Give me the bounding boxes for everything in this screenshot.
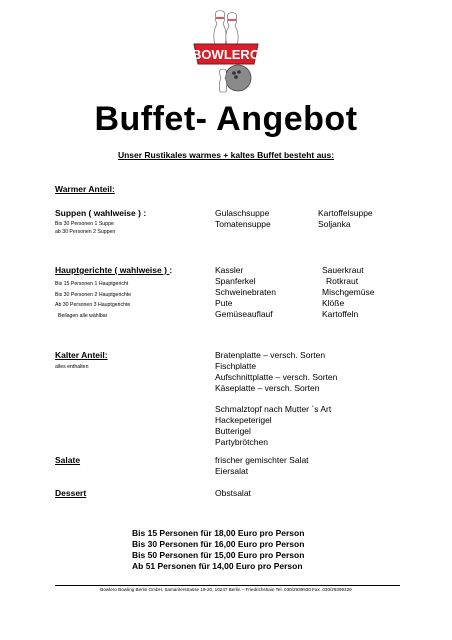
price-line: Bis 30 Personen für 16,00 Euro pro Person xyxy=(132,539,305,549)
suppe-item: Soljanka xyxy=(318,219,351,229)
kalter-item: Bratenplatte – versch. Sorten xyxy=(215,350,326,360)
kalter-item: Hackepeterigel xyxy=(215,415,272,425)
bowlero-logo-graphic xyxy=(190,8,262,96)
kalter-item: Butterigel xyxy=(215,426,251,436)
dessert-item: Obstsalat xyxy=(215,488,251,498)
haupt-item: Rotkraut xyxy=(326,276,359,286)
suppen-label: Suppen ( wahlweise ) : xyxy=(55,208,147,218)
salat-item: frischer gemischter Salat xyxy=(215,455,309,465)
suppe-item: Gulaschsuppe xyxy=(215,208,270,218)
haupt-item: Klöße xyxy=(322,298,345,308)
kalter-item: Aufschnittplatte – versch. Sorten xyxy=(215,372,338,382)
price-line: Bis 50 Personen für 15,00 Euro pro Person xyxy=(132,550,305,560)
haupt-note-3: Ab 30 Personen 3 Hauptgerichte xyxy=(55,302,131,308)
page-title: Buffet- Angebot xyxy=(94,100,358,138)
suppe-item: Kartoffelsuppe xyxy=(318,208,373,218)
haupt-item: Kartoffeln xyxy=(322,309,359,319)
kalter-item: Schmalztopf nach Mutter `s Art xyxy=(215,404,332,414)
hauptgerichte-label: Hauptgerichte ( wahlweise ) xyxy=(55,265,170,275)
suppe-item: Tomatensuppe xyxy=(215,219,271,229)
salate-heading: Salate xyxy=(55,455,81,465)
price-line: Ab 51 Personen für 14,00 Euro pro Person xyxy=(132,561,303,571)
price-line: Bis 15 Personen für 18,00 Euro pro Person xyxy=(132,528,305,538)
haupt-item: Sauerkraut xyxy=(322,265,364,275)
hauptgerichte-label-wrap xyxy=(55,265,172,275)
footer-divider xyxy=(55,585,400,586)
page-subtitle: Unser Rustikales warmes + kaltes Buffet besteht aus: xyxy=(117,150,335,160)
suppen-note-1: Bis 30 Personen 1 Suppe xyxy=(55,221,114,227)
kalter-note: alles enthalten xyxy=(55,364,89,370)
haupt-note-4: Beilagen alle wählbar xyxy=(58,313,108,319)
salat-item: Eiersalat xyxy=(215,466,249,476)
dessert-heading: Dessert xyxy=(55,488,87,498)
bowlero-logo xyxy=(190,8,262,96)
suppen-note-2: ab 30 Personen 2 Suppen xyxy=(55,229,116,235)
kalter-heading: Kalter Anteil: xyxy=(55,350,108,360)
haupt-item: Spanferkel xyxy=(215,276,256,286)
warmer-heading: Warmer Anteil: xyxy=(55,184,115,194)
kalter-item: Partybrötchen xyxy=(215,437,268,447)
haupt-item: Kassler xyxy=(215,265,244,275)
kalter-item: Käseplatte – versch. Sorten xyxy=(215,383,320,393)
haupt-item: Mischgemüse xyxy=(322,287,375,297)
haupt-note-2: Bis 30 Personen 2 Hauptgerichte xyxy=(55,292,132,298)
haupt-item: Gemüseauflauf xyxy=(215,309,273,319)
footer-address: Bowlero Bowling Berlin GmbH, Samariterstrasse 19-20, 10247 Berlin – Friedrichshain Tel. 030/2939930 Fax .030/29399329 xyxy=(100,587,352,592)
haupt-note-1: Bis 15 Personen 1 Hauptgericht xyxy=(55,281,129,287)
logo-text: BOWLERO xyxy=(192,47,260,62)
kalter-item: Fischplatte xyxy=(215,361,257,371)
hauptgerichte-colon: : xyxy=(169,265,173,275)
haupt-item: Schweinebraten xyxy=(215,287,276,297)
haupt-item: Pute xyxy=(215,298,233,308)
